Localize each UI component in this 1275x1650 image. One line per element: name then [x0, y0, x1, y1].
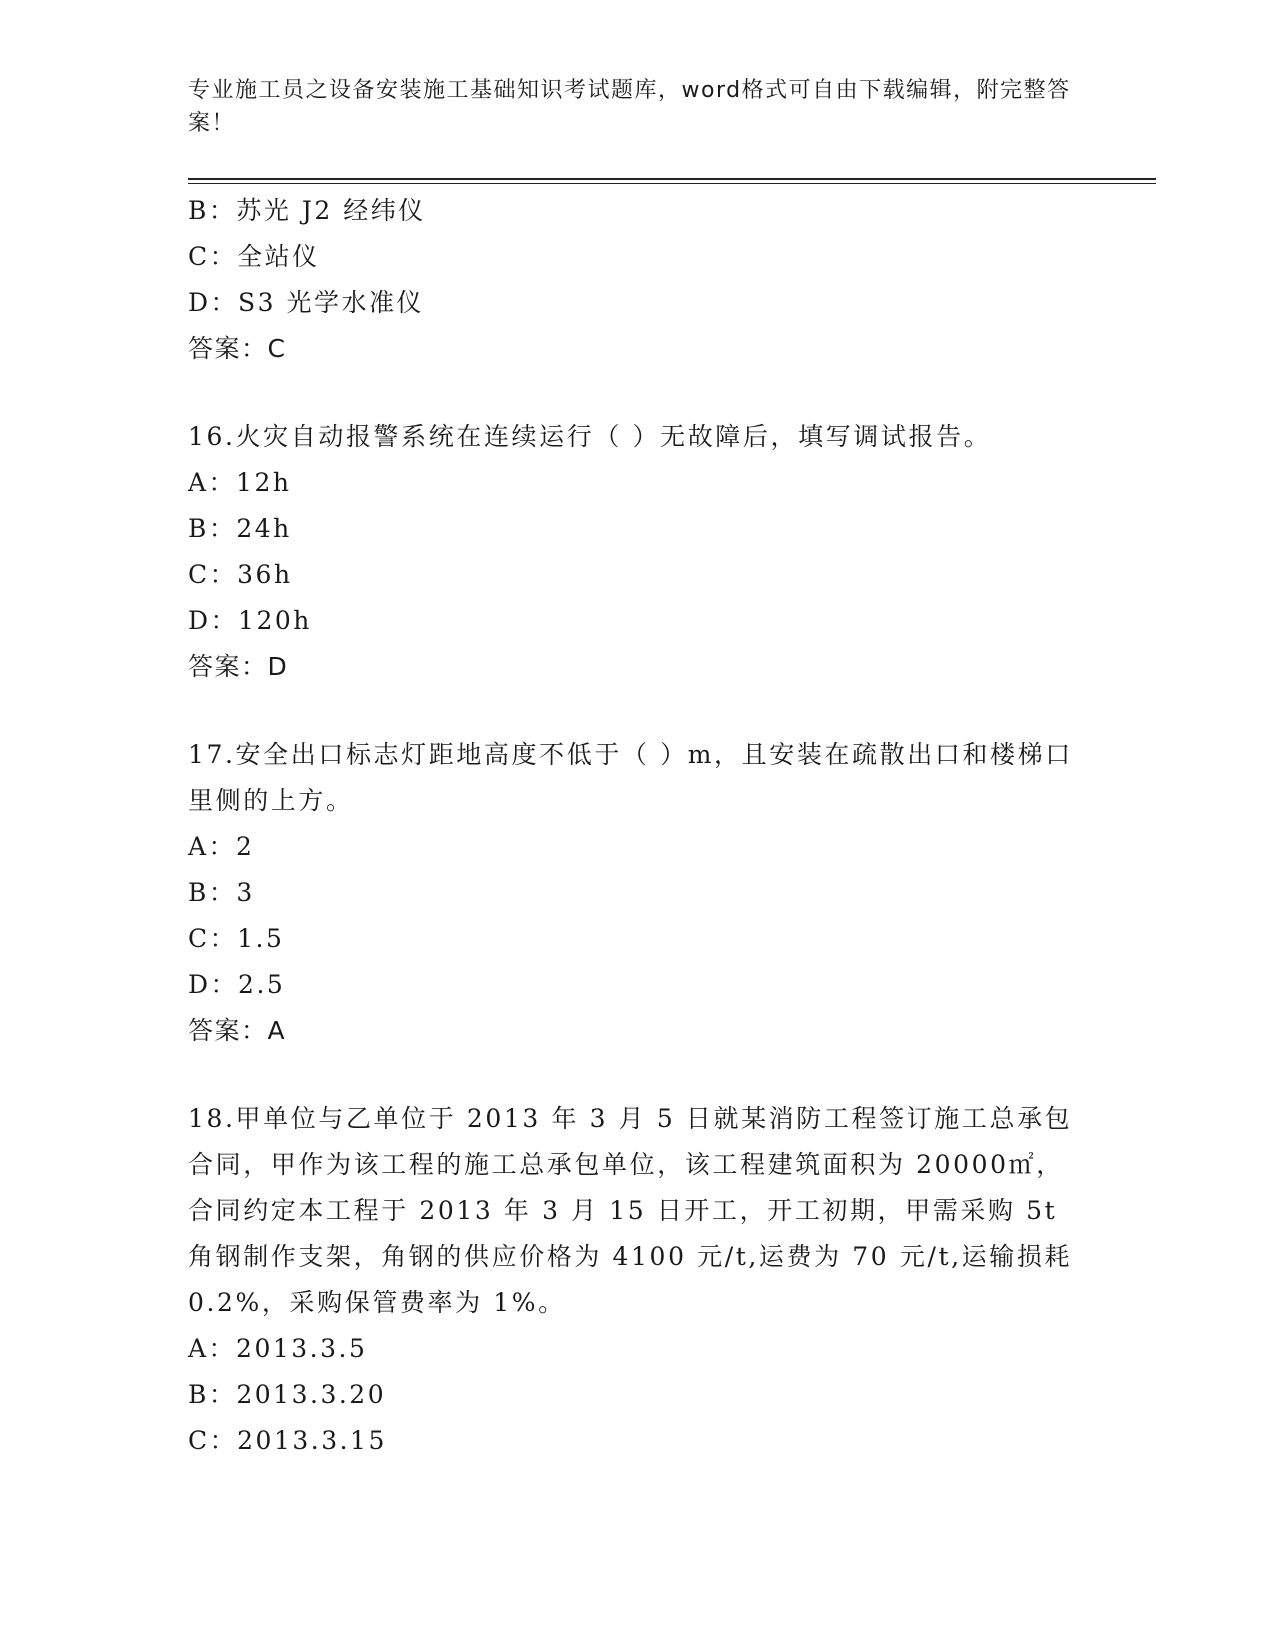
answer: 答案：D — [188, 652, 289, 681]
option-c: C：36h — [188, 560, 293, 589]
question-text: 17.安全出口标志灯距地高度不低于（ ）m，且安装在疏散出口和楼梯口里侧的上方。 — [188, 740, 1073, 815]
option-c: C：2013.3.15 — [188, 1426, 387, 1455]
option-c: C：全站仪 — [188, 242, 320, 271]
spacer — [188, 1054, 1088, 1096]
option-b: B：24h — [188, 514, 292, 543]
answer: 答案：C — [188, 334, 287, 363]
spacer — [188, 372, 1088, 414]
option-b: B：3 — [188, 878, 255, 907]
option-a: A：2013.3.5 — [188, 1334, 368, 1363]
question-18 — [188, 1096, 1088, 1464]
option-d: D：120h — [188, 606, 312, 635]
question-16 — [188, 414, 1088, 690]
question-text: 16.火灾自动报警系统在连续运行（ ）无故障后，填写调试报告。 — [188, 422, 992, 451]
question-15 — [188, 188, 1088, 372]
question-list — [188, 188, 1088, 1464]
document-header: 专业施工员之设备安装施工基础知识考试题库，word格式可自由下载编辑，附完整答案！ — [188, 78, 1071, 136]
option-d: D：S3 光学水准仪 — [188, 288, 425, 317]
option-a: A：12h — [188, 468, 292, 497]
option-b: B：2013.3.20 — [188, 1380, 387, 1409]
option-b: B：苏光 J2 经纬仪 — [188, 196, 426, 225]
question-17 — [188, 732, 1088, 1054]
option-a: A：2 — [188, 832, 255, 861]
header-divider-thick — [188, 178, 1156, 180]
option-c: C：1.5 — [188, 924, 285, 953]
option-d: D：2.5 — [188, 970, 286, 999]
answer: 答案：A — [188, 1016, 287, 1045]
question-text: 18.甲单位与乙单位于 2013 年 3 月 5 日就某消防工程签订施工总承包合同，甲作为该工程的施工总承包单位，该工程建筑面积为 20000㎡，合同约定本工程于 2013 年 3 月 15 日开工，开工初期，甲需采购 5t 角钢制作支架，角钢的供应价格为 4100 元/t,运费为 70 元/t,运输损耗 0.2%，采购保管费率为 1%。 — [188, 1104, 1073, 1317]
spacer — [188, 690, 1088, 732]
header-divider-thin — [188, 183, 1156, 184]
